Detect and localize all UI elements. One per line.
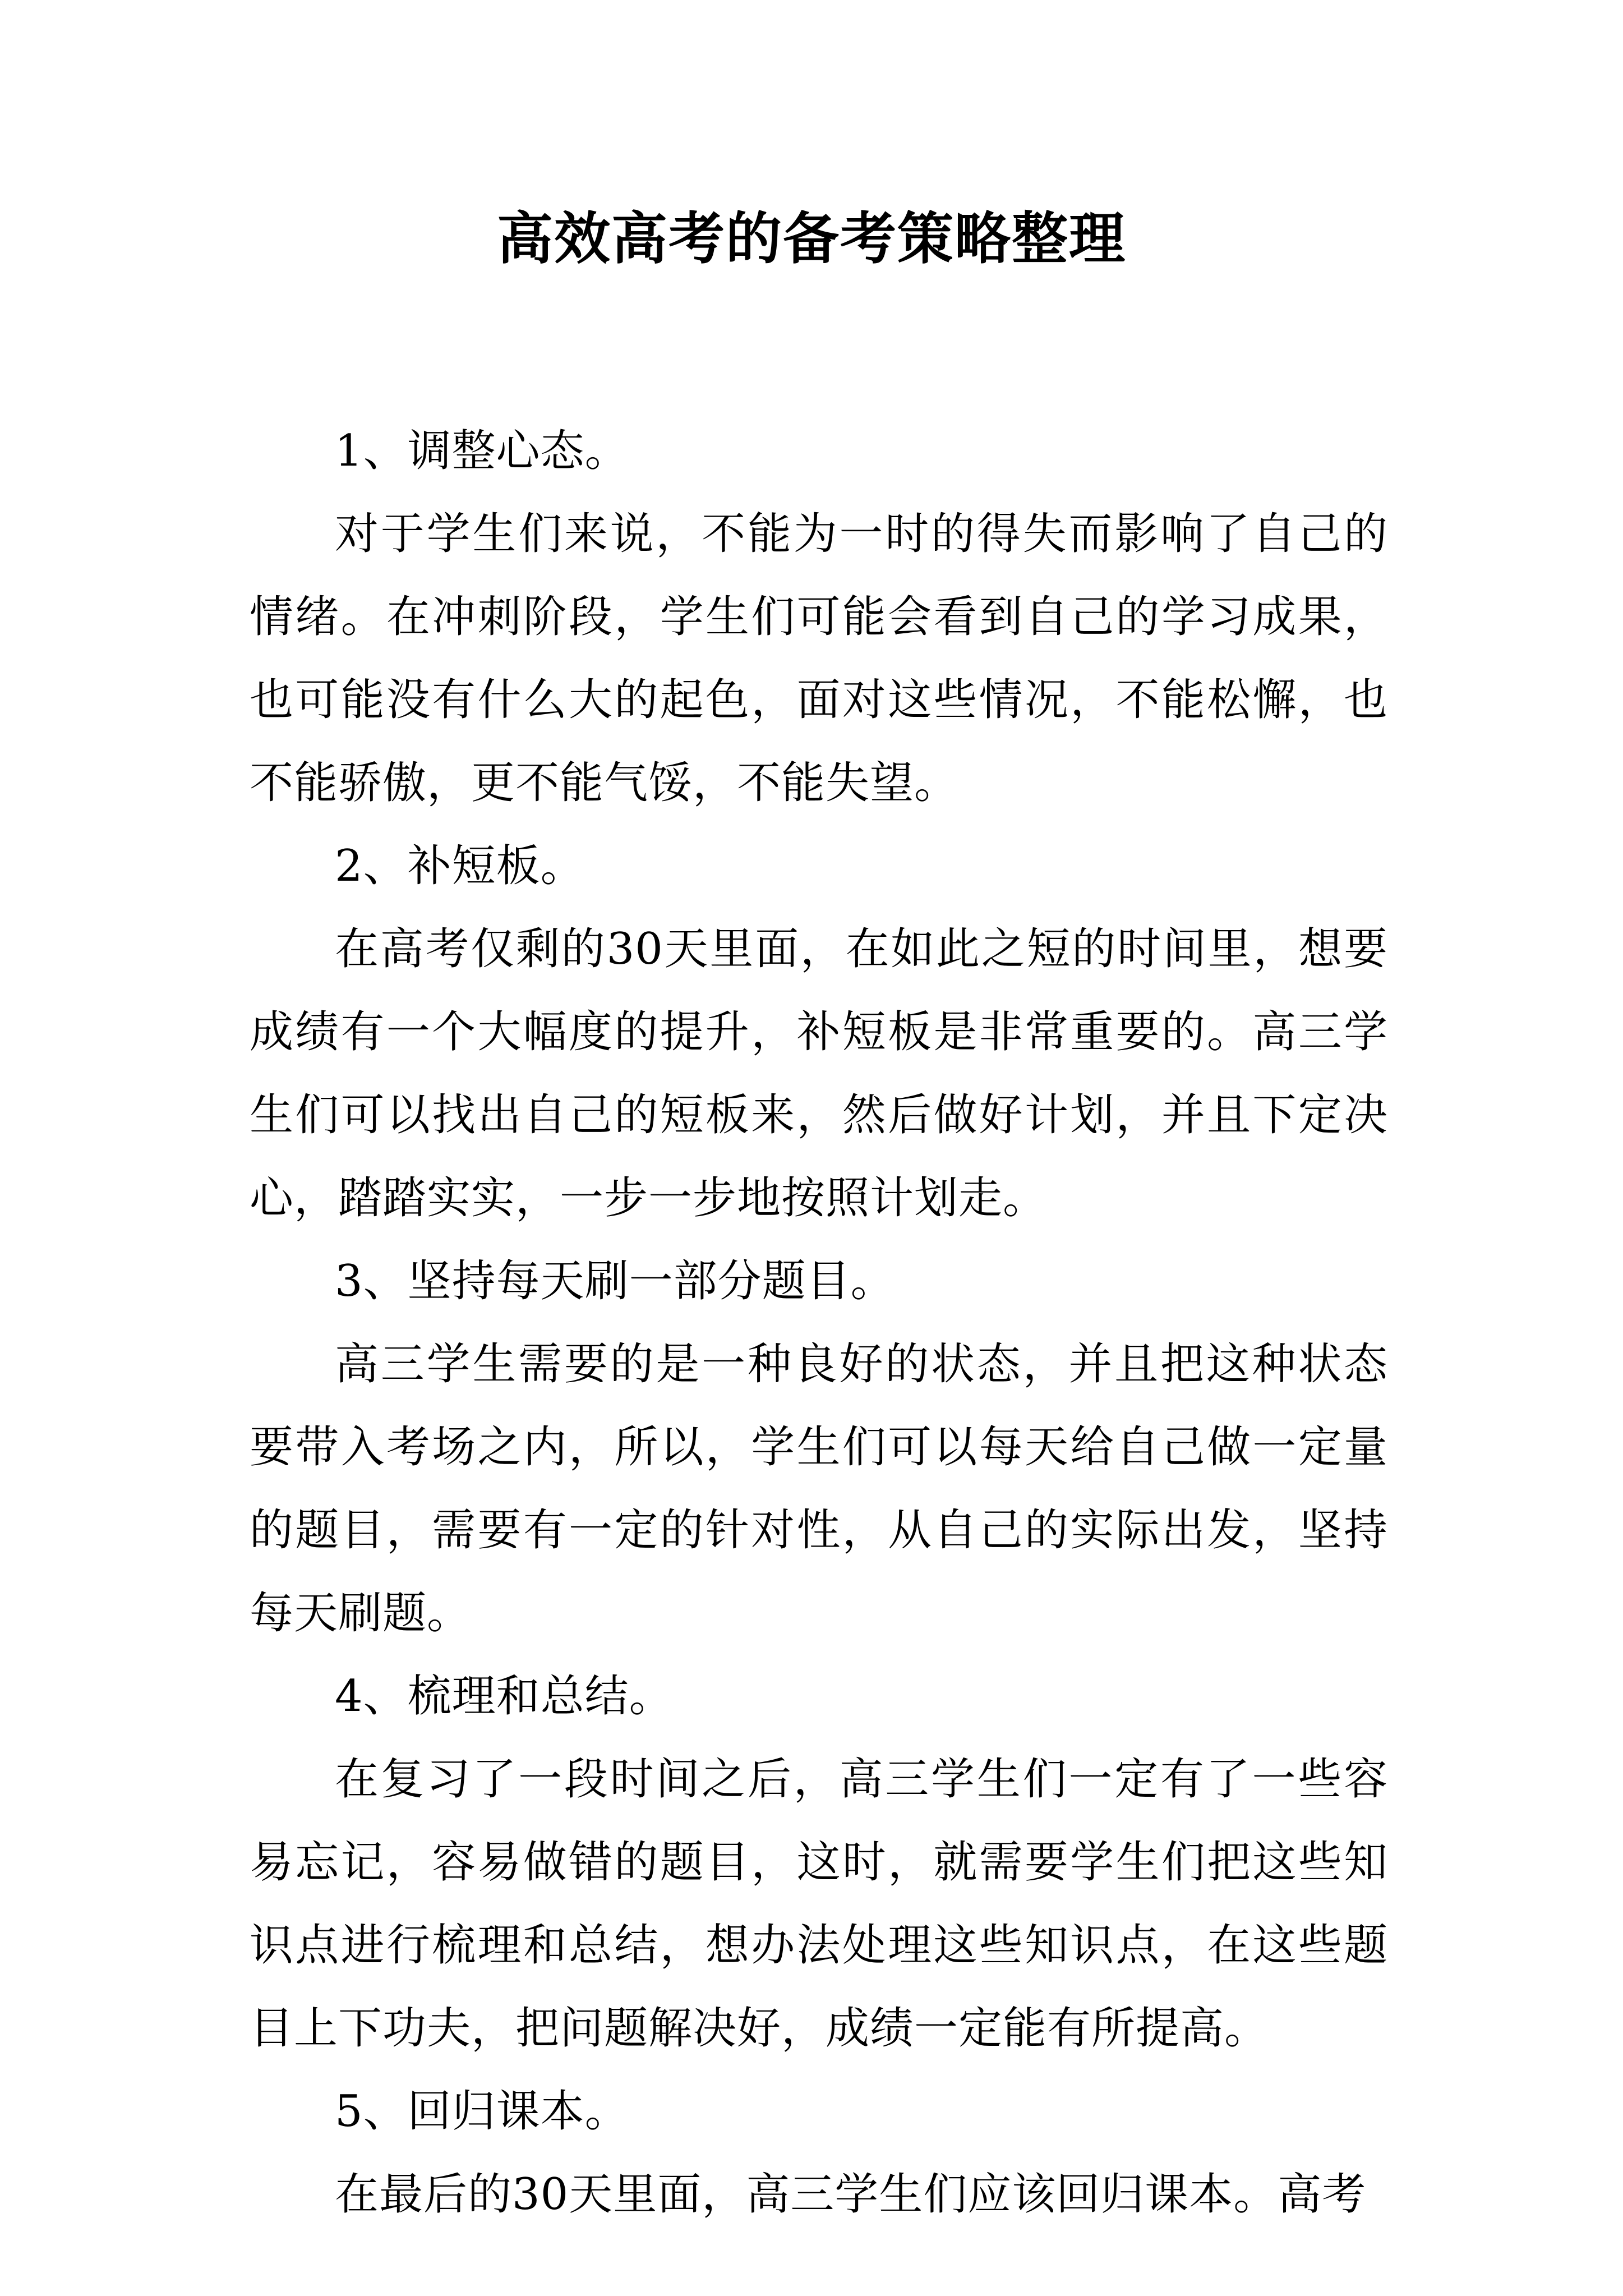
paragraph-1: 对于学生们来说，不能为一时的得失而影响了自己的情绪。在冲刺阶段，学生们可能会看到自己的学习成果，也可能没有什么大的起色，面对这些情况，不能松懈，也不能骄傲，更不能气馁，不能失望。 (250, 509, 1388, 808)
section-heading-5: 5、回归课本。 (335, 2086, 629, 2137)
paragraph-2: 在高考仅剩的30天里面，在如此之短的时间里，想要成绩有一个大幅度的提升，补短板是非常重要的。高三学生们可以找出自己的短板来，然后做好计划，并且下定决心，踏踏实实，一步一步地按照计划走。 (250, 924, 1388, 1223)
document-title: 高效高考的备考策略整理 (497, 205, 1126, 272)
paragraph-4: 在复习了一段时间之后，高三学生们一定有了一些容易忘记，容易做错的题目，这时，就需要学生们把这些知识点进行梳理和总结，想办法处理这些知识点，在这些题目上下功夫，把问题解决好，成绩一定能有所提高。 (250, 1754, 1388, 2054)
paragraph-3: 高三学生需要的是一种良好的状态，并且把这种状态要带入考场之内，所以，学生们可以每天给自己做一定量的题目，需要有一定的针对性，从自己的实际出发，坚持每天刷题。 (250, 1339, 1388, 1639)
section-heading-4: 4、梳理和总结。 (335, 1671, 674, 1722)
document-body (250, 409, 1388, 2236)
section-heading-3: 3、坚持每天刷一部分题目。 (335, 1256, 895, 1306)
section-heading-1: 1、调整心态。 (335, 426, 629, 476)
section-heading-2: 2、补短板。 (335, 841, 585, 891)
paragraph-5: 在最后的30天里面，高三学生们应该回归课本。高考 (335, 2169, 1367, 2220)
